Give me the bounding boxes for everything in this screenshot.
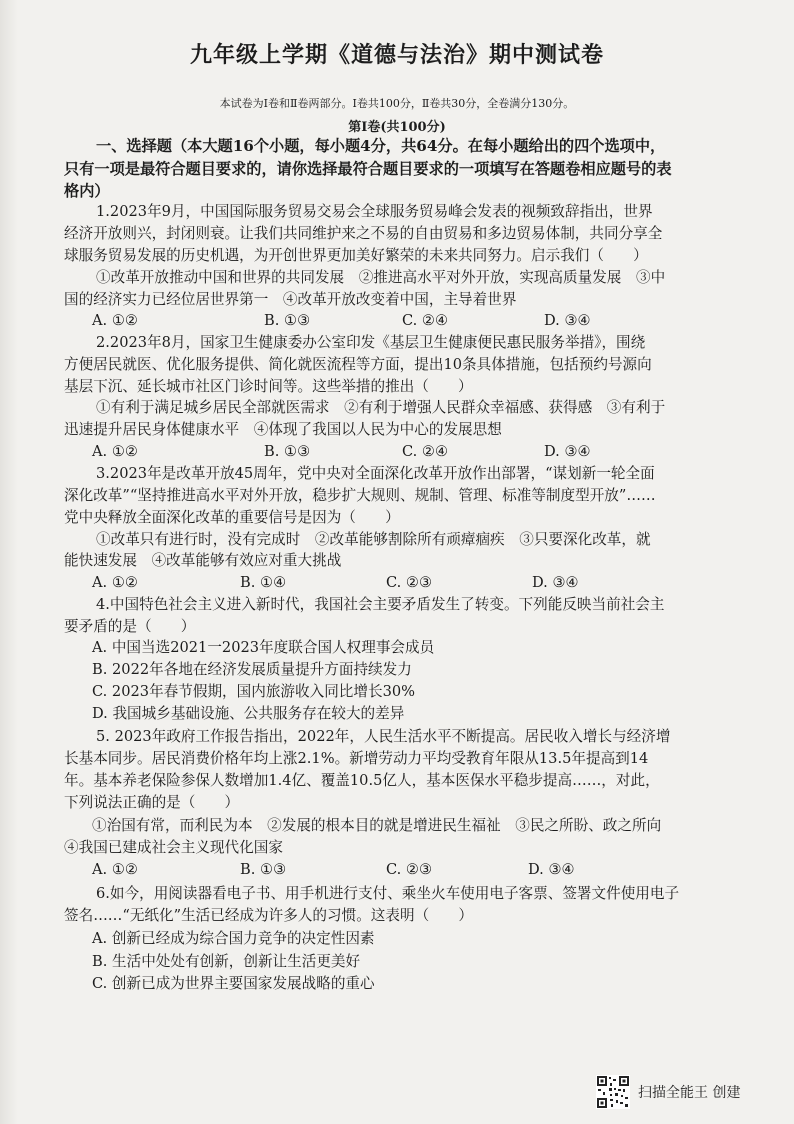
option-c: C. ②③ bbox=[386, 574, 433, 591]
section-instruction-line: 只有一项是最符合题目要求的，请你选择最符合题目要求的一项填写在答题卷相应题号的表 bbox=[64, 160, 672, 178]
option-c: C. ②④ bbox=[402, 312, 449, 329]
option-b: B. ①③ bbox=[240, 861, 287, 878]
option-a: A. 创新已经成为综合国力竞争的决定性因素 bbox=[92, 930, 375, 947]
qr-code-icon bbox=[596, 1075, 630, 1109]
scanner-brand-label: 扫描全能王 创建 bbox=[638, 1085, 741, 1101]
option-c: C. 2023年春节假期，国内旅游收入同比增长30% bbox=[92, 683, 416, 700]
question-4-stem: 4.中国特色社会主义进入新时代，我国社会主要矛盾发生了转变。下列能反映当前社会主 bbox=[96, 596, 665, 613]
question-1-stem: 经济开放则兴，封闭则衰。让我们共同维护来之不易的自由贸易和多边贸易体制，共同分享全 bbox=[64, 225, 663, 242]
question-3-statements: ①改革只有进行时，没有完成时 ②改革能够割除所有顽瘴痼疾 ③只要深化改革，就 bbox=[96, 531, 651, 548]
option-c: C. 创新已成为世界主要国家发展战略的重心 bbox=[92, 975, 375, 992]
option-d: D. 我国城乡基础设施、公共服务存在较大的差异 bbox=[92, 705, 405, 722]
question-5-stem: 5. 2023年政府工作报告指出，2022年，人民生活水平不断提高。居民收入增长与经济增 bbox=[96, 728, 671, 745]
option-d: D. ③④ bbox=[528, 861, 575, 878]
option-b: B. 2022年各地在经济发展质量提升方面持续发力 bbox=[92, 661, 412, 678]
option-b: B. 生活中处处有创新，创新让生活更美好 bbox=[92, 953, 361, 970]
volume-heading: 第Ⅰ卷(共100分) bbox=[348, 120, 446, 135]
question-5-stem: 年。基本养老保险参保人数增加1.4亿、覆盖10.5亿人，基本医保水平稳步提高……，对此， bbox=[64, 772, 660, 789]
option-d: D. ③④ bbox=[544, 312, 591, 329]
question-2-stem: 方便居民就医、优化服务提供、简化就医流程等方面，提出10条具体措施，包括预约号源向 bbox=[64, 356, 652, 373]
question-6-stem: 6.如今，用阅读器看电子书、用手机进行支付、乘坐火车使用电子客票、签署文件使用电子 bbox=[96, 885, 680, 902]
option-d: D. ③④ bbox=[544, 443, 591, 460]
question-5-stem: 下列说法正确的是（ ） bbox=[64, 794, 240, 811]
section-instruction-line: 一、选择题（本大题16个小题，每小题4分，共64分。在每小题给出的四个选项中， bbox=[96, 137, 666, 155]
question-1-stem: 球服务贸易发展的历史机遇，为开创世界更加美好繁荣的未来共同努力。启示我们（ ） bbox=[64, 247, 648, 264]
question-2-statements: ①有利于满足城乡居民全部就医需求 ②有利于增强人民群众幸福感、获得感 ③有利于 bbox=[96, 399, 666, 416]
scanner-watermark bbox=[596, 1074, 740, 1110]
option-c: C. ②③ bbox=[386, 861, 433, 878]
option-d: D. ③④ bbox=[532, 574, 579, 591]
question-2-statements: 迅速提升居民身体健康水平 ④体现了我国以人民为中心的发展思想 bbox=[64, 421, 502, 438]
question-3-stem: 党中央释放全面深化改革的重要信号是因为（ ） bbox=[64, 509, 400, 526]
question-2-stem: 2.2023年8月，国家卫生健康委办公室印发《基层卫生健康便民惠民服务举措》，围绕 bbox=[96, 334, 646, 351]
question-3-statements: 能快速发展 ④改革能够有效应对重大挑战 bbox=[64, 552, 342, 569]
option-b: B. ①③ bbox=[264, 443, 311, 460]
option-b: B. ①④ bbox=[240, 574, 287, 591]
question-5-statements: ④我国已建成社会主义现代化国家 bbox=[64, 839, 283, 856]
question-1-stem: 1.2023年9月，中国国际服务贸易交易会全球服务贸易峰会发表的视频致辞指出，世界 bbox=[96, 203, 653, 220]
question-3-stem: 3.2023年是改革开放45周年，党中央对全面深化改革开放作出部署，“谋划新一轮全面 bbox=[96, 465, 655, 482]
page-title: 九年级上学期《道德与法治》期中测试卷 bbox=[189, 42, 604, 68]
option-a: A. ①② bbox=[92, 443, 138, 460]
question-5-stem: 长基本同步。居民消费价格年均上涨2.1%。新增劳动力平均受教育年限从13.5年提高到14 bbox=[64, 750, 649, 767]
question-1-statements: 国的经济实力已经位居世界第一 ④改革开放改变着中国，主导着世界 bbox=[64, 291, 517, 308]
question-6-stem: 签名……“无纸化”生活已经成为许多人的习惯。这表明（ ） bbox=[64, 907, 473, 924]
option-a: A. ①② bbox=[92, 861, 138, 878]
question-5-statements: ①治国有常，而利民为本 ②发展的根本目的就是增进民生福祉 ③民之所盼、政之所向 bbox=[92, 817, 662, 834]
question-1-statements: ①改革开放推动中国和世界的共同发展 ②推进高水平对外开放，实现高质量发展 ③中 bbox=[96, 269, 666, 286]
question-4-stem: 要矛盾的是（ ） bbox=[64, 618, 196, 635]
question-2-stem: 基层下沉、延长城市社区门诊时间等。这些举措的推出（ ） bbox=[64, 378, 473, 395]
section-instruction-line: 格内） bbox=[64, 182, 110, 200]
question-3-stem: 深化改革”“坚持推进高水平对外开放，稳步扩大规则、规制、管理、标准等制度型开放”…… bbox=[64, 487, 656, 504]
option-a: A. ①② bbox=[92, 312, 138, 329]
option-a: A. 中国当选2021一2023年度联合国人权理事会成员 bbox=[92, 639, 435, 656]
option-c: C. ②④ bbox=[402, 443, 449, 460]
scan-shadow bbox=[0, 0, 18, 1124]
exam-note: 本试卷为Ⅰ卷和Ⅱ卷两部分。Ⅰ卷共100分，Ⅱ卷共30分，全卷满分130分。 bbox=[219, 97, 575, 110]
option-a: A. ①② bbox=[92, 574, 138, 591]
option-b: B. ①③ bbox=[264, 312, 311, 329]
